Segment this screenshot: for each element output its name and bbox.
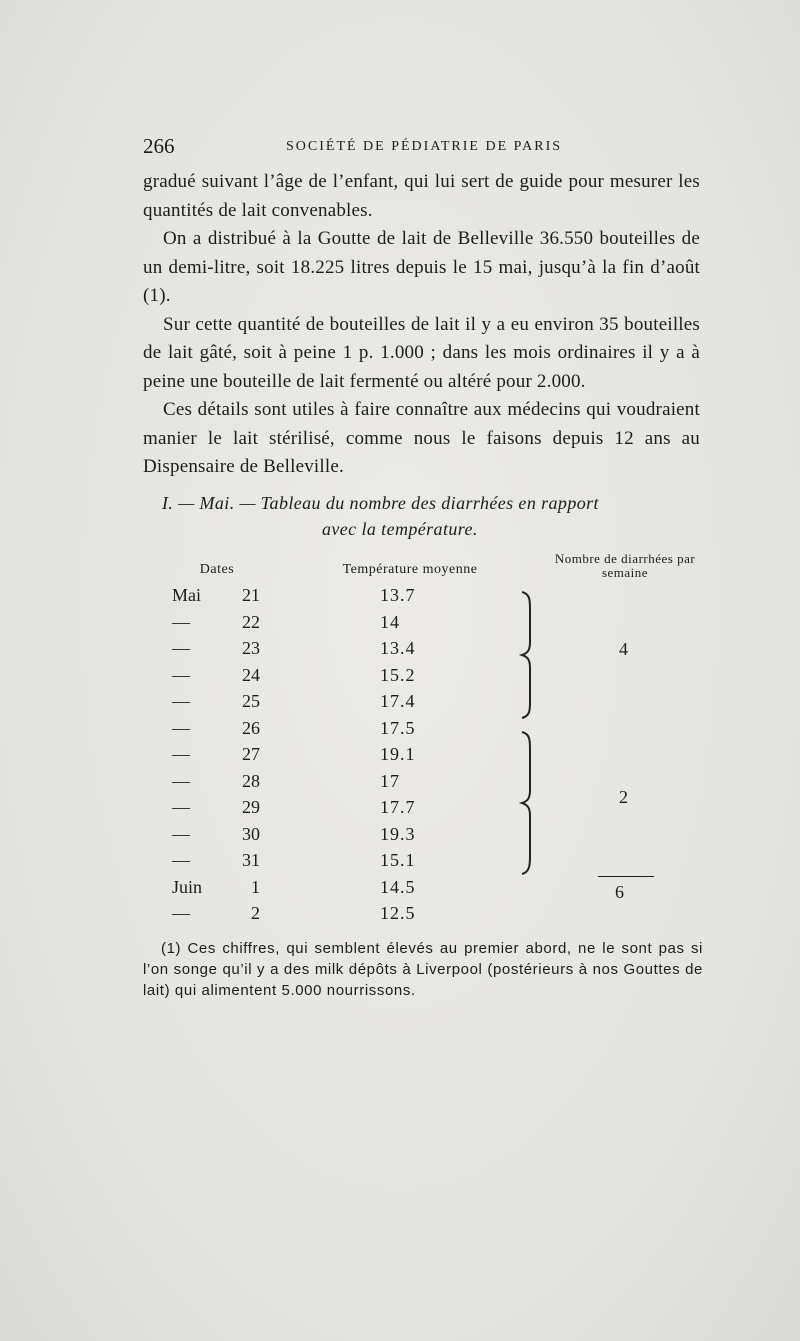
row-temperature: 13.4 <box>380 638 416 658</box>
body-text <box>143 168 700 482</box>
row-day: 28 <box>242 770 260 791</box>
week1-count: 4 <box>619 639 628 659</box>
table-row <box>160 686 560 713</box>
row-temperature: 17.5 <box>380 717 416 738</box>
column-header-diarrhea-count: Nombre de diarrhées par semaine <box>554 551 696 580</box>
footnote <box>143 938 703 1001</box>
row-day: 1 <box>251 876 260 897</box>
table-row <box>160 898 560 925</box>
column-header-dates: Dates <box>199 562 235 577</box>
row-temperature: 19.1 <box>380 744 416 764</box>
row-month: — <box>172 903 190 923</box>
row-day: 21 <box>242 585 260 605</box>
table-row <box>160 660 560 687</box>
row-day: 30 <box>242 823 260 844</box>
table-row <box>160 607 560 634</box>
table-row <box>160 792 560 819</box>
table-row <box>160 872 560 899</box>
table-row <box>160 633 560 660</box>
row-month: — <box>172 638 190 658</box>
row-month: — <box>172 717 190 738</box>
footnote-text: (1) Ces chiffres, qui semblent élevés au premier abord, ne le sont pas si l’on songe qu’il y a des milk dépôts à Liverpool (postérieurs à nos Gouttes de lait) qui alimentent 5.000 nourrissons. <box>143 940 703 999</box>
row-day: 23 <box>242 638 260 658</box>
table-caption <box>162 490 702 542</box>
week2-count: 2 <box>619 787 628 807</box>
row-month: — <box>172 664 190 685</box>
row-temperature: 15.1 <box>380 850 416 870</box>
paragraph: Ces détails sont utiles à faire connaître aux médecins qui voudraient manier le lait stérilisé, comme nous le faisons depuis 12 ans au Dispensaire de Belleville. <box>143 399 700 477</box>
row-month: — <box>172 770 190 791</box>
table-row <box>160 580 560 607</box>
row-month: — <box>172 691 190 711</box>
row-temperature: 14.5 <box>380 876 416 897</box>
page-number: 266 <box>143 134 175 158</box>
row-month: — <box>172 850 190 870</box>
table-row <box>160 845 560 872</box>
brace-week1 <box>508 590 538 720</box>
running-title: SOCIÉTÉ DE PÉDIATRIE DE PARIS <box>286 139 563 154</box>
row-day: 25 <box>242 691 260 711</box>
table-caption-line2: avec la température. <box>322 519 478 539</box>
row-day: 22 <box>242 611 260 632</box>
table-row <box>160 713 560 740</box>
row-month: — <box>172 744 190 764</box>
total-rule <box>598 876 654 877</box>
table-row <box>160 739 560 766</box>
table-body <box>160 580 560 925</box>
table-caption-line1: I. — Mai. — Tableau du nombre des diarrhées en rapport <box>162 493 599 513</box>
row-temperature: 17.4 <box>380 691 416 711</box>
row-month: — <box>172 611 190 632</box>
column-header-temperature: Température moyenne <box>342 562 478 577</box>
row-temperature: 14 <box>380 611 400 632</box>
row-day: 29 <box>242 797 260 817</box>
row-month: — <box>172 797 190 817</box>
row-day: 26 <box>242 717 260 738</box>
row-temperature: 13.7 <box>380 585 416 605</box>
paragraph: Sur cette quantité de bouteilles de lait il y a eu environ 35 bouteilles de lait gâté, soit à peine 1 p. 1.000 ; dans les mois ordinaires il y a à peine une bouteille de lait fermenté ou altéré pour 2.000. <box>143 313 700 392</box>
paragraph: gradué suivant l’âge de l’enfant, qui lui sert de guide pour mesurer les quantités de lait convenables. <box>143 171 700 221</box>
row-month: Juin <box>172 876 203 897</box>
row-temperature: 19.3 <box>380 823 416 844</box>
total-count: 6 <box>615 882 624 902</box>
row-temperature: 12.5 <box>380 903 416 923</box>
page-header <box>143 134 663 162</box>
brace-week2 <box>508 730 538 876</box>
row-temperature: 15.2 <box>380 664 416 685</box>
row-month: Mai <box>172 585 201 605</box>
table-row <box>160 819 560 846</box>
row-month: — <box>172 823 190 844</box>
paragraph: On a distribué à la Goutte de lait de Belleville 36.550 bouteilles de un demi-litre, soit 18.225 litres depuis le 15 mai, jusqu’à la fin d’août (1). <box>143 228 700 306</box>
row-temperature: 17 <box>380 770 400 791</box>
table-row <box>160 766 560 793</box>
row-day: 2 <box>251 903 260 923</box>
row-temperature: 17.7 <box>380 797 416 817</box>
row-day: 24 <box>242 664 260 685</box>
row-day: 27 <box>242 744 260 764</box>
row-day: 31 <box>242 850 260 870</box>
